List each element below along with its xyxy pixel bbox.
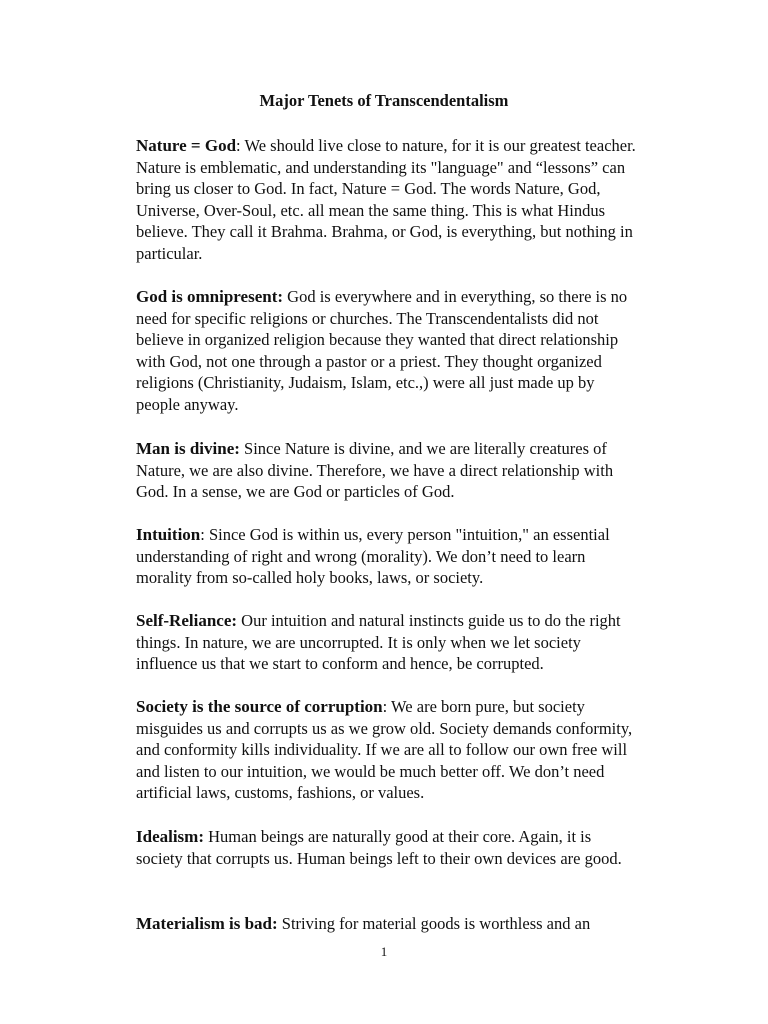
section-body: Our intuition and natural instincts guide us to do the right things. In nature, we are uncorrupted. It is only when we let society influence us that we start to conform and hence, be corrupted. — [136, 611, 621, 674]
section-heading: Self-Reliance: — [136, 611, 238, 630]
section-heading: Materialism is bad: — [136, 914, 278, 933]
section-heading: Man is divine: — [136, 439, 240, 458]
section-idealism — [136, 826, 636, 869]
section-heading: Nature = God — [136, 136, 237, 155]
section-body: We are born pure, but society misguides us and corrupts us as we grow old. Society demands conformity, and conformity kills individuality. If we are all to follow our own free will and listen to our intuition, we would be much better off. We don’t need artificial laws, customs, fashions, or values. — [136, 697, 633, 803]
section-body: Since God is within us, every person "intuition," an essential understanding of right and wrong (morality). We don’t need to learn morality from so-called holy books, laws, or society. — [136, 525, 610, 588]
section-separator: : — [200, 525, 209, 544]
section-heading: Idealism: — [136, 827, 204, 846]
section-heading: Society is the source of corruption — [136, 697, 383, 716]
section-god-omnipresent — [136, 286, 636, 416]
section-society-corruption — [136, 696, 636, 804]
section-self-reliance — [136, 610, 636, 675]
section-materialism — [136, 913, 636, 935]
section-body: God is everywhere and in everything, so there is no need for specific religions or churches. The Transcendentalists did not believe in organized religion because they wanted that direct relationship with God, not one through a pastor or a priest. They thought organized religions (Christianity, Judaism, Islam, etc.,) were all just made up by people anyway. — [136, 287, 628, 414]
section-separator: : — [382, 697, 392, 716]
section-intuition — [136, 524, 636, 589]
section-body: We should live close to nature, for it is our greatest teacher. Nature is emblematic, and understanding its "language" and “lessons” can bring us closer to God. In fact, Nature = God. The words Nature, God, Universe, Over-Soul, etc. all mean the same thing. This is what Hindus believe. They call it Brahma. Brahma, or God, is everything, but nothing in particular. — [136, 136, 636, 263]
page-number: 1 — [380, 944, 388, 959]
section-body: Human beings are naturally good at their core. Again, it is society that corrupts us. Human beings left to their own devices are good. — [136, 827, 622, 868]
section-man-divine — [136, 438, 636, 503]
section-nature-god — [136, 135, 636, 265]
document-title: Major Tenets of Transcendentalism — [259, 91, 509, 110]
section-heading: Intuition — [136, 525, 201, 544]
section-separator: : — [236, 136, 245, 155]
section-body: Striving for material goods is worthless and an — [281, 914, 591, 933]
section-body: Since Nature is divine, and we are literally creatures of Nature, we are also divine. Therefore, we have a direct relationship with God. In a sense, we are God or particles of God. — [136, 439, 614, 502]
section-heading: God is omnipresent: — [136, 287, 284, 306]
